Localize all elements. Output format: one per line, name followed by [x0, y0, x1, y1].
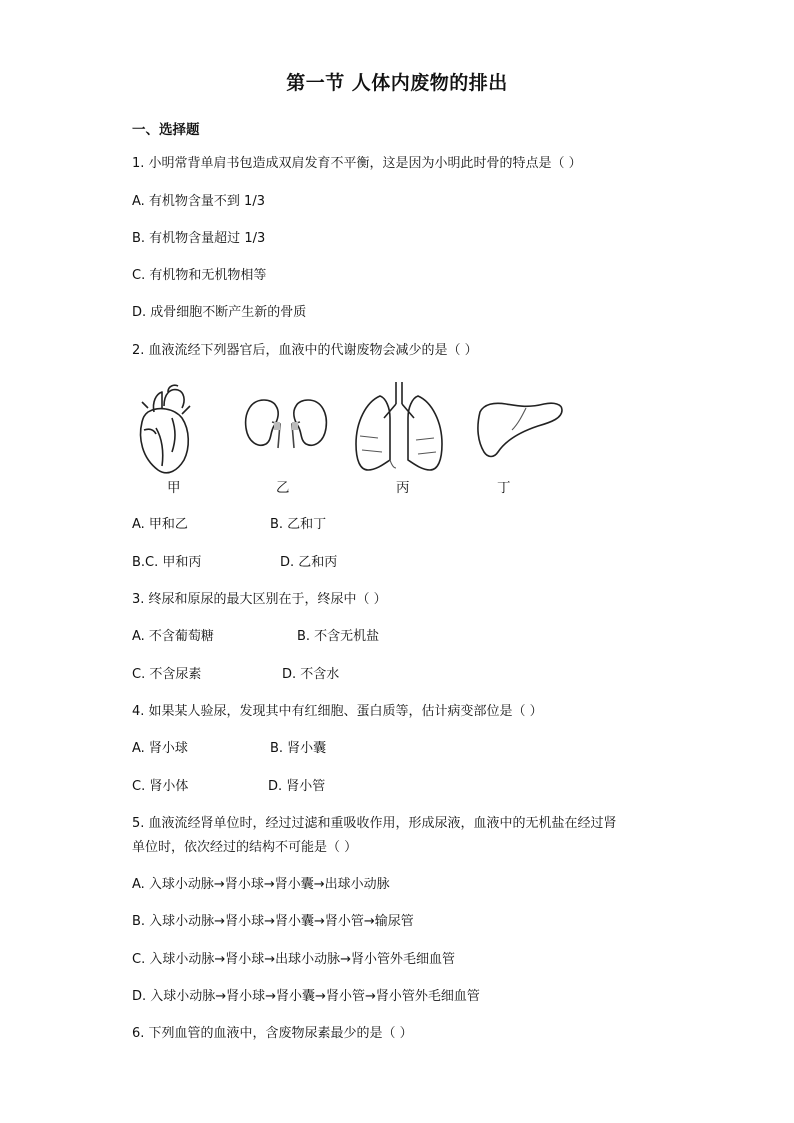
question-5-stem-line-2: 单位时，依次经过的结构不可能是（ ） [132, 840, 358, 855]
question-1-stem: 1. 小明常背单肩书包造成双肩发育不平衡，这是因为小明此时骨的特点是（ ） [132, 156, 582, 171]
question-6-stem: 6. 下列血管的血液中，含废物尿素最少的是（ ） [132, 1026, 413, 1041]
question-1-option-b: B. 有机物含量超过 1/3 [132, 231, 266, 246]
organ-figure [128, 378, 588, 498]
question-5-option-b: B. 入球小动脉→肾小球→肾小囊→肾小管→输尿管 [132, 914, 414, 929]
question-2-option-b: B. 乙和丁 [270, 517, 327, 532]
question-1-option-c: C. 有机物和无机物相等 [132, 268, 267, 283]
organ-label-heart: 甲 [167, 480, 181, 496]
lungs-icon [356, 382, 442, 470]
question-4-option-c: C. 肾小体 [132, 779, 189, 794]
question-4-option-d: D. 肾小管 [268, 779, 326, 794]
organ-label-lungs: 丙 [396, 480, 410, 496]
question-3-option-a: A. 不含葡萄糖 [132, 629, 214, 644]
question-2-stem: 2. 血液流经下列器官后，血液中的代谢废物会减少的是（ ） [132, 343, 478, 358]
question-5-option-d: D. 入球小动脉→肾小球→肾小囊→肾小管→肾小管外毛细血管 [132, 989, 480, 1004]
question-4-option-b: B. 肾小囊 [270, 741, 327, 756]
organ-label-kidney: 乙 [276, 480, 290, 496]
question-3-option-c: C. 不含尿素 [132, 667, 202, 682]
heart-icon [141, 385, 190, 473]
question-3-stem: 3. 终尿和原尿的最大区别在于，终尿中（ ） [132, 592, 387, 607]
section-heading: 一、选择题 [132, 122, 200, 138]
question-4-stem: 4. 如果某人验尿，发现其中有红细胞、蛋白质等，估计病变部位是（ ） [132, 704, 543, 719]
question-3-option-b: B. 不含无机盐 [297, 629, 380, 644]
kidney-icon [246, 400, 327, 448]
question-2-option-d: D. 乙和丙 [280, 555, 338, 570]
page-title: 第一节 人体内废物的排出 [286, 72, 508, 94]
question-3-option-d: D. 不含水 [282, 667, 340, 682]
question-1-option-d: D. 成骨细胞不断产生新的骨质 [132, 305, 307, 320]
liver-icon [478, 403, 562, 456]
question-1-option-a: A. 有机物含量不到 1/3 [132, 194, 265, 209]
question-4-option-a: A. 肾小球 [132, 741, 188, 756]
question-2-option-c: B.C. 甲和丙 [132, 555, 202, 570]
question-5-option-c: C. 入球小动脉→肾小球→出球小动脉→肾小管外毛细血管 [132, 952, 456, 967]
question-5-option-a: A. 入球小动脉→肾小球→肾小囊→出球小动脉 [132, 877, 390, 892]
question-2-option-a: A. 甲和乙 [132, 517, 188, 532]
question-5-stem-line-1: 5. 血液流经肾单位时，经过过滤和重吸收作用，形成尿液，血液中的无机盐在经过肾 [132, 816, 617, 831]
organ-label-liver: 丁 [497, 480, 511, 496]
